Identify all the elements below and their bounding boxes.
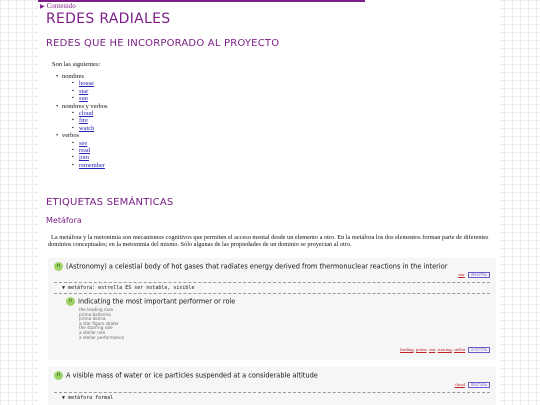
link-house[interactable]: house — [79, 80, 94, 88]
list-item — [79, 95, 107, 102]
list-item — [79, 162, 107, 169]
lemma-link[interactable]: stellar — [453, 347, 466, 353]
example-item: a stellar role — [79, 329, 106, 335]
triangle-down-icon: ▼ — [62, 285, 66, 291]
subheading-metafora: Metáfora — [46, 216, 82, 225]
example-item: a stellar performance — [79, 334, 125, 340]
pos-badge: n — [54, 262, 63, 271]
related-gloss-row — [66, 297, 235, 306]
metaphor-toggle[interactable] — [62, 285, 194, 291]
example-item: a star figure skater — [79, 320, 119, 326]
network-list — [62, 73, 107, 169]
lemma-link[interactable]: star — [428, 347, 436, 353]
page-title: REDES RADIALES — [46, 11, 171, 27]
link-join[interactable]: join — [79, 154, 89, 162]
group-label: verbos — [62, 132, 80, 140]
synset-gloss-row — [54, 262, 447, 271]
lemma-link[interactable]: cloud — [454, 382, 465, 388]
section-heading-etiquetas: ETIQUETAS SEMÁNTICAS — [46, 197, 174, 208]
synset-meta — [458, 272, 490, 278]
section-heading-redes: REDES QUE HE INCORPORADO AL PROYECTO — [46, 38, 280, 49]
metaphor-label: metáfora: estrella ES ser notable, visible — [68, 285, 195, 291]
synset-id: 01517576s — [468, 347, 490, 353]
group-nombres — [62, 73, 107, 103]
lemma-link[interactable]: starring — [437, 347, 452, 353]
lemma-link[interactable]: prima — [415, 347, 427, 353]
divider — [54, 293, 490, 294]
link-remember[interactable]: remember — [79, 161, 105, 169]
link-see[interactable]: see — [79, 139, 88, 147]
example-item: prima donna — [79, 316, 106, 322]
link-fire[interactable]: fire — [79, 117, 88, 125]
list-item — [79, 154, 107, 161]
link-star[interactable]: star — [79, 87, 89, 95]
link-cloud[interactable]: cloud — [79, 110, 94, 118]
lemma-link[interactable]: leading — [400, 347, 414, 353]
triangle-right-icon: ▶ — [40, 4, 45, 10]
list-item — [79, 80, 107, 87]
example-item: prima ballerina — [79, 311, 111, 317]
synset-meta — [455, 382, 490, 388]
list-item — [79, 125, 107, 132]
divider — [54, 282, 490, 283]
metaphor-toggle[interactable] — [62, 395, 113, 401]
toc-label: Contenido — [46, 2, 76, 10]
group-verbos — [62, 132, 107, 169]
pos-badge: n — [66, 297, 75, 306]
synset-id: 09247410n — [468, 382, 490, 388]
synset-card — [48, 258, 496, 360]
synset-gloss: (Astronomy) a celestial body of hot gases that radiates energy derived from thermonuclear reactions in the interior — [66, 262, 448, 271]
group-label: nombres — [62, 73, 85, 80]
divider — [54, 392, 490, 393]
link-read[interactable]: read — [79, 147, 90, 155]
triangle-down-icon: ▼ — [62, 395, 66, 401]
link-watch[interactable]: watch — [79, 124, 95, 132]
example-item: the leading man — [79, 307, 114, 312]
metafora-paragraph: La metáfora y la metonimia son mecanismos cognitivos que permiten el acceso mental desde un elemento a otro. En la metáfora los dos elementos forman parte de diferentes dominios conceptuales; en la metonimia del mismo. Sólo algunas de las propiedades de un dominio se proyectan al otro. — [48, 234, 489, 249]
related-gloss: Indicating the most important performer or role — [78, 297, 236, 306]
examples-list — [79, 308, 124, 340]
synset-gloss: A visible mass of water or ice particles suspended at a considerable altitude — [66, 371, 318, 380]
toc-toggle[interactable] — [40, 2, 76, 10]
list-item — [79, 110, 107, 117]
synset-id: 09444783n — [468, 272, 490, 278]
link-sun[interactable]: sun — [79, 95, 88, 103]
example-item: the starring role — [79, 325, 113, 331]
metaphor-label: metáfora formal — [68, 395, 114, 401]
list-item — [79, 117, 107, 124]
list-item — [79, 140, 107, 147]
group-label: nombres y verbos — [62, 102, 108, 110]
top-accent-bar — [38, 0, 365, 2]
list-item — [79, 88, 107, 95]
related-meta: leading, prima, star, starring, stellar 01517576s — [400, 347, 490, 353]
group-nombres-y-verbos — [62, 103, 107, 133]
synset-gloss-row — [54, 371, 318, 380]
lemma-link[interactable]: star — [458, 272, 465, 278]
pos-badge: n — [54, 371, 63, 380]
synset-card — [48, 367, 496, 405]
intro-text: Son las siguientes: — [52, 61, 101, 68]
list-item — [79, 147, 107, 154]
